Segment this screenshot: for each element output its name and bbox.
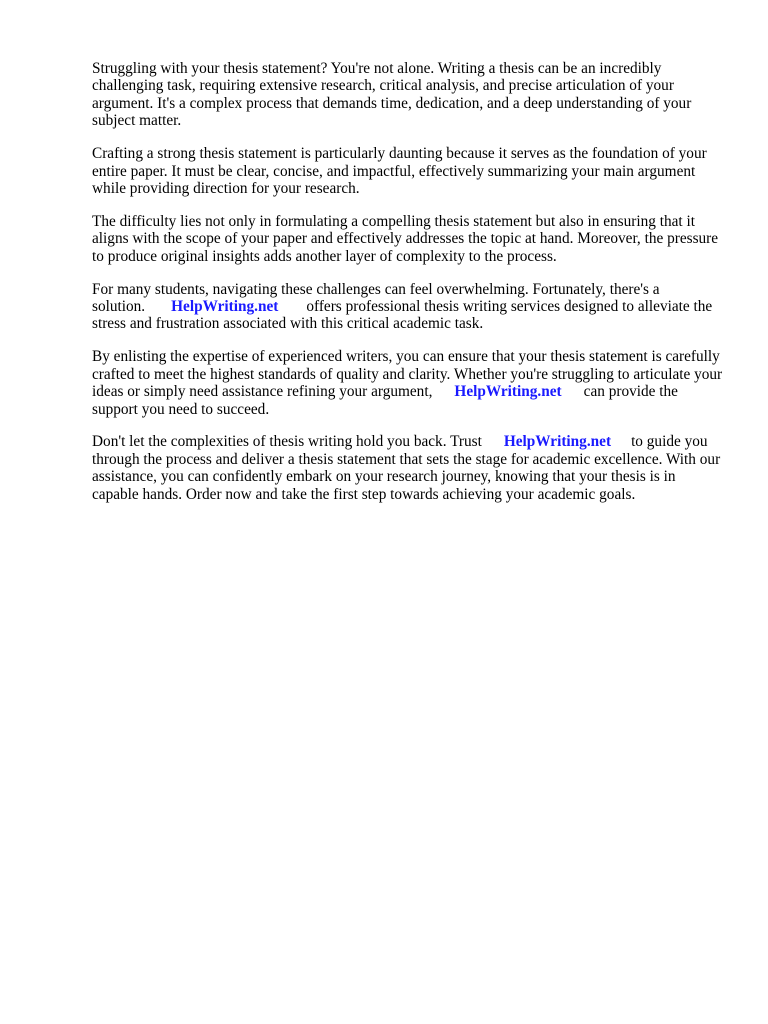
paragraph-call-to-action (92, 433, 724, 503)
paragraph-text: Don't let the complexities of thesis writing hold you back. Trust (92, 433, 482, 451)
helpwriting-link[interactable]: HelpWriting.net (454, 383, 562, 401)
paragraph-text: can provide the support you need to succeed. (92, 383, 678, 418)
paragraph-text: By enlisting the expertise of experienced writers, you can ensure that your thesis statement is carefully crafted to meet the highest standards of quality and clarity. Whether you're struggling to articulate your ideas or simply need assistance refining your argument, (92, 348, 723, 401)
paragraph-difficulty (92, 213, 724, 265)
paragraph-text: offers professional thesis writing services designed to alleviate the stress and frustration associated with this critical academic task. (92, 297, 713, 333)
helpwriting-link[interactable]: HelpWriting.net (171, 297, 279, 315)
paragraph-solution (92, 281, 724, 333)
document-body (92, 60, 724, 519)
paragraph-intro (92, 60, 724, 130)
paragraph-expertise (92, 348, 724, 418)
paragraph-text: Struggling with your thesis statement? You're not alone. Writing a thesis can be an incredibly challenging task, requiring extensive research, critical analysis, and precise articulation of your argument. It's a complex process that demands time, dedication, and a deep understanding of your subject matter. (92, 60, 692, 130)
paragraph-text: The difficulty lies not only in formulating a compelling thesis statement but also in ensuring that it aligns with the scope of your paper and effectively addresses the topic at hand. Moreover, the pressure to produce original insights adds another layer of complexity to the process. (92, 212, 719, 265)
helpwriting-link[interactable]: HelpWriting.net (503, 433, 612, 451)
paragraph-crafting (92, 145, 724, 197)
paragraph-text: For many students, navigating these challenges can feel overwhelming. Fortunately, there's a solution. (92, 280, 660, 315)
paragraph-text: Crafting a strong thesis statement is particularly daunting because it serves as the foundation of your entire paper. It must be clear, concise, and impactful, effectively summarizing your main argument while providing direction for your research. (92, 145, 707, 197)
paragraph-text: to guide you through the process and deliver a thesis statement that sets the stage for academic excellence. With our assistance, you can confidently embark on your research journey, knowing that your thesis is in capable hands. Order now and take the first step towards achieving your academic goals. (92, 433, 721, 503)
